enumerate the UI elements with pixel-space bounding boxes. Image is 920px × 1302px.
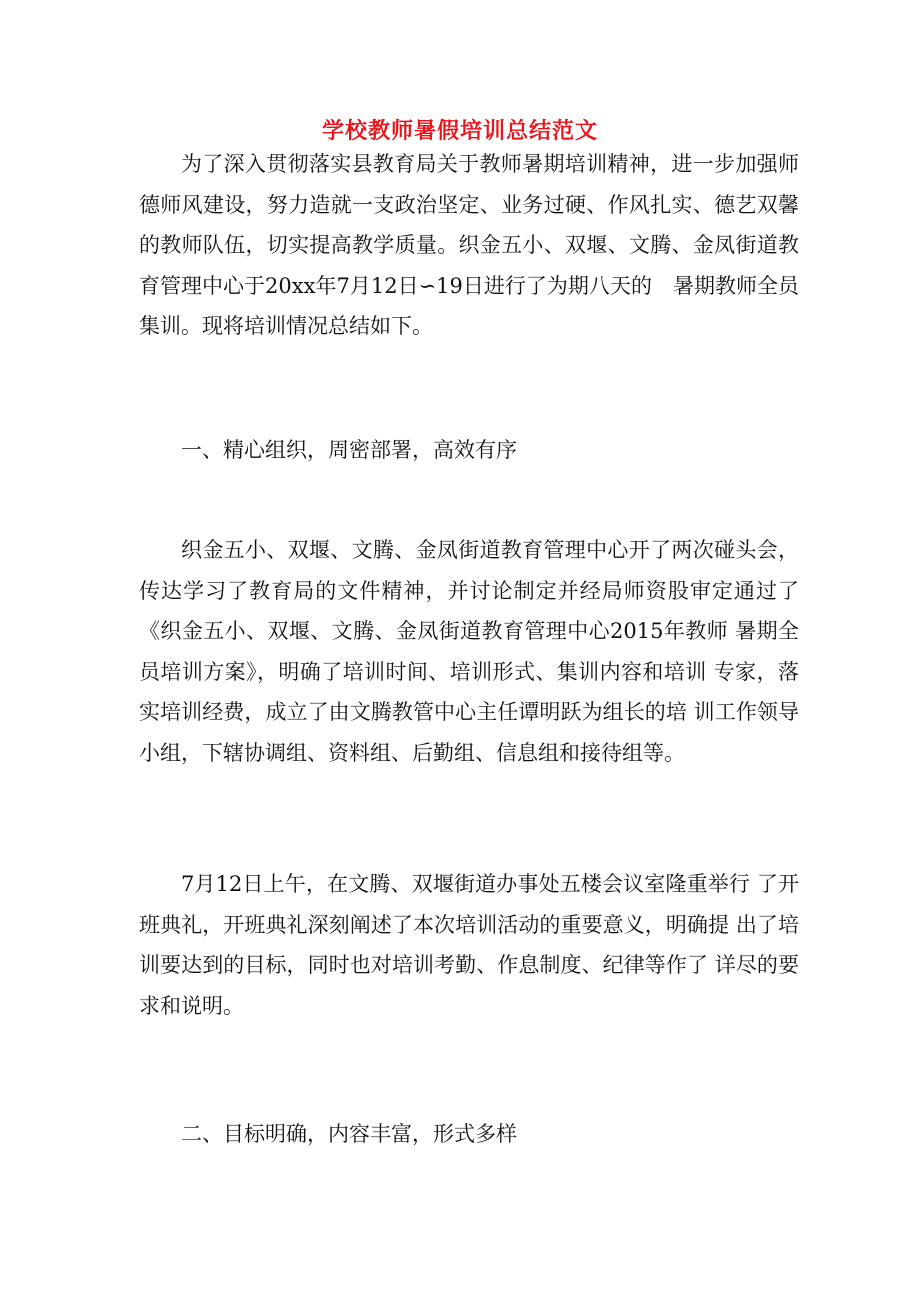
section-1-heading: 一、精心组织，周密部署，高效有序 — [181, 438, 517, 462]
intro-paragraph: 为了深入贯彻落实县教育局关于教师暑期培训精神，进一步加强师德师风建设，努力造就一支政治坚定、业务过硬、作风扎实、德艺双馨的教师队伍，切实提高教学质量。织金五小、双堰、文腾、金凤街道教育管理中心于20xx年7月12日∽19日进行了为期八天的 暑期教师全员集训。现将培训情况总结如下。 — [139, 152, 799, 338]
section-2-heading: 二、目标明确，内容丰富，形式多样 — [181, 1122, 517, 1146]
document-title: 学校教师暑假培训总结范文 — [321, 117, 598, 144]
section-1-paragraph-2: 7月12日上午，在文腾、双堰街道办事处五楼会议室隆重举行 了开班典礼，开班典礼深刻阐述了本次培训活动的重要意义，明确提 出了培训要达到的目标，同时也对培训考勤、作息制度、纪律等作了 详尽的要求和说明。 — [139, 872, 799, 1018]
section-1-paragraph-1: 织金五小、双堰、文腾、金凤街道教育管理中心开了两次碰头会，传达学习了教育局的文件精神，并讨论制定并经局师资股审定通过了《织金五小、双堰、文腾、金凤街道教育管理中心2015年教师 暑期全员培训方案》，明确了培训时间、培训形式、集训内容和培训 专家，落实培训经费，成立了由文腾教管中心主任谭明跃为组长的培 训工作领导小组，下辖协调组、资料组、后勤组、信息组和接待组等。 — [139, 538, 799, 765]
